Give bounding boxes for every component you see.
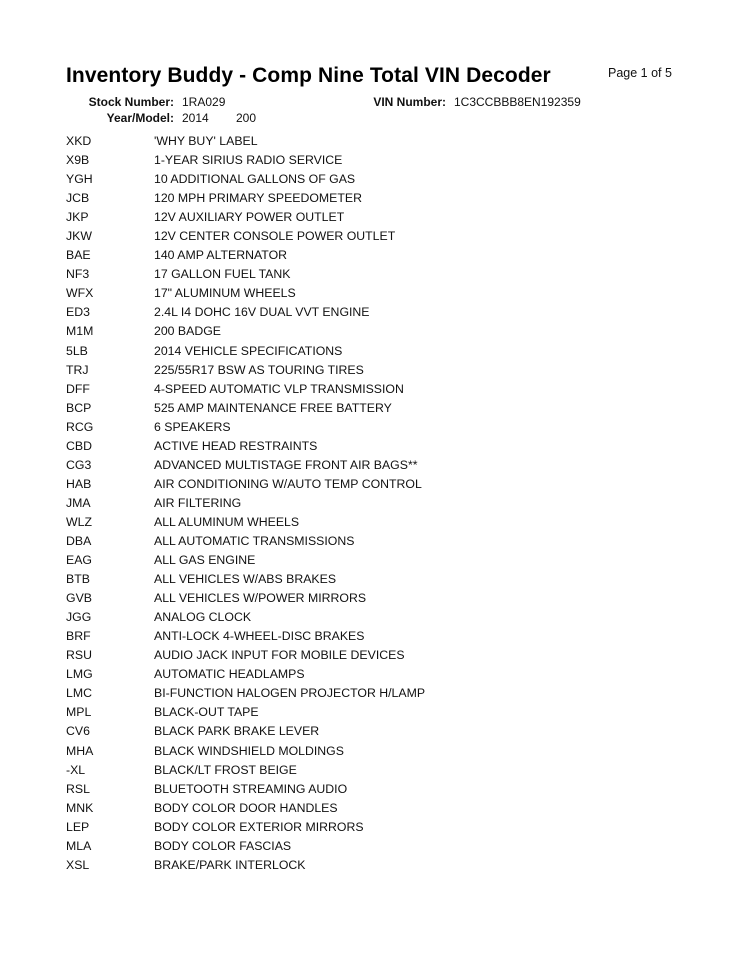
option-description: BRAKE/PARK INTERLOCK [154,857,306,872]
page-title: Inventory Buddy - Comp Nine Total VIN Decoder [66,64,551,87]
option-row [66,722,666,741]
option-description: 'WHY BUY' LABEL [154,134,258,148]
option-code: XSL [66,857,90,872]
option-description: AUDIO JACK INPUT FOR MOBILE DEVICES [154,648,405,663]
option-row [66,551,666,570]
option-row [66,742,666,761]
option-description: ALL VEHICLES W/POWER MIRRORS [154,591,367,606]
option-row [66,837,666,856]
option-code: DFF [66,381,90,396]
option-code: JMA [66,495,91,510]
option-row [66,456,666,475]
option-code: BTB [66,572,90,587]
option-row [66,284,666,303]
option-code: LEP [66,819,90,834]
option-row [66,437,666,456]
option-code: M1M [66,324,94,339]
option-description: BODY COLOR FASCIAS [154,838,292,853]
option-description: BODY COLOR EXTERIOR MIRRORS [154,819,364,834]
option-code: YGH [66,172,93,187]
option-code: WFX [66,286,94,301]
option-description: BLACK/LT FROST BEIGE [154,762,297,777]
option-description: ALL ALUMINUM WHEELS [154,514,300,529]
option-code: MNK [66,800,94,815]
option-row [66,208,666,227]
option-code: MPL [66,705,92,720]
model-value: 200 [236,111,257,125]
option-code: CBD [66,438,92,453]
year-value: 2014 [182,111,209,125]
option-code: BCP [66,400,92,415]
option-row [66,818,666,837]
option-row [66,399,666,418]
option-row [66,780,666,799]
option-row [66,227,666,246]
option-description: ACTIVE HEAD RESTRAINTS [154,438,318,453]
option-description: 17" ALUMINUM WHEELS [154,286,296,301]
option-row [66,665,666,684]
option-code: RSL [66,781,90,796]
option-code: RCG [66,419,94,434]
option-description: 12V AUXILIARY POWER OUTLET [154,210,345,225]
option-row [66,627,666,646]
option-row [66,703,666,722]
option-row [66,494,666,513]
option-row [66,856,666,875]
option-description: 120 MPH PRIMARY SPEEDOMETER [154,191,362,206]
option-description: ANTI-LOCK 4-WHEEL-DISC BRAKES [154,629,365,644]
option-code: BAE [66,248,91,263]
option-row [66,799,666,818]
option-description: BLACK-OUT TAPE [154,705,259,720]
option-description: 140 AMP ALTERNATOR [154,248,288,263]
option-description: 6 SPEAKERS [154,419,231,434]
option-code: HAB [66,476,92,491]
option-description: BI-FUNCTION HALOGEN PROJECTOR H/LAMP [154,686,426,701]
option-code: 5LB [66,343,88,358]
option-code: JGG [66,610,92,625]
option-row [66,380,666,399]
vin-number-label: VIN Number: [373,95,446,109]
option-code: CG3 [66,457,92,472]
option-row [66,646,666,665]
option-row [66,189,666,208]
option-code: JCB [66,191,90,206]
option-description: ANALOG CLOCK [154,610,252,625]
option-code: LMC [66,686,92,701]
option-code: BRF [66,629,91,644]
option-description: AUTOMATIC HEADLAMPS [154,667,305,682]
option-description: BLUETOOTH STREAMING AUDIO [154,781,348,796]
option-description: 10 ADDITIONAL GALLONS OF GAS [154,172,356,187]
option-description: 2.4L I4 DOHC 16V DUAL VVT ENGINE [154,305,370,320]
option-row [66,132,666,151]
option-description: 1-YEAR SIRIUS RADIO SERVICE [154,153,343,168]
option-code-list [66,132,666,875]
option-code: ED3 [66,305,90,320]
vin-number-value: 1C3CCBBB8EN192359 [454,95,581,109]
option-row [66,513,666,532]
option-description: ALL GAS ENGINE [154,553,256,568]
option-code: RSU [66,648,92,663]
option-row [66,589,666,608]
option-row [66,246,666,265]
page-indicator: Page 1 of 5 [608,66,672,80]
option-row [66,761,666,780]
option-description: ALL VEHICLES W/ABS BRAKES [154,572,337,587]
stock-number-label: Stock Number: [88,95,174,109]
option-row [66,265,666,284]
option-description: ALL AUTOMATIC TRANSMISSIONS [154,533,355,548]
option-code: X9B [66,153,90,168]
option-description: AIR CONDITIONING W/AUTO TEMP CONTROL [154,476,422,491]
option-row [66,418,666,437]
option-row [66,532,666,551]
option-code: MHA [66,743,94,758]
option-code: -XL [66,762,86,777]
option-description: ADVANCED MULTISTAGE FRONT AIR BAGS** [154,457,418,472]
option-row [66,475,666,494]
option-code: DBA [66,533,92,548]
option-row [66,570,666,589]
option-description: BODY COLOR DOOR HANDLES [154,800,338,815]
option-description: BLACK PARK BRAKE LEVER [154,724,320,739]
option-code: EAG [66,553,92,568]
option-row [66,361,666,380]
year-model-label: Year/Model: [106,111,174,125]
option-row [66,342,666,361]
option-code: JKP [66,210,89,225]
option-description: 2014 VEHICLE SPECIFICATIONS [154,343,343,358]
option-description: 200 BADGE [154,324,221,339]
option-row [66,151,666,170]
option-row [66,170,666,189]
option-description: BLACK WINDSHIELD MOLDINGS [154,743,344,758]
option-row [66,322,666,341]
option-description: 17 GALLON FUEL TANK [154,267,291,282]
option-code: JKW [66,229,92,244]
option-description: 525 AMP MAINTENANCE FREE BATTERY [154,400,392,415]
option-code: GVB [66,591,92,606]
option-code: WLZ [66,514,92,529]
option-row [66,303,666,322]
option-row [66,608,666,627]
option-code: MLA [66,838,92,853]
option-description: 12V CENTER CONSOLE POWER OUTLET [154,229,396,244]
stock-number-value: 1RA029 [182,95,226,109]
option-code: CV6 [66,724,90,739]
option-code: XKD [66,134,92,148]
option-row [66,684,666,703]
option-description: AIR FILTERING [154,495,242,510]
option-code: NF3 [66,267,90,282]
option-code: TRJ [66,362,89,377]
option-description: 4-SPEED AUTOMATIC VLP TRANSMISSION [154,381,404,396]
option-description: 225/55R17 BSW AS TOURING TIRES [154,362,364,377]
option-code: LMG [66,667,93,682]
